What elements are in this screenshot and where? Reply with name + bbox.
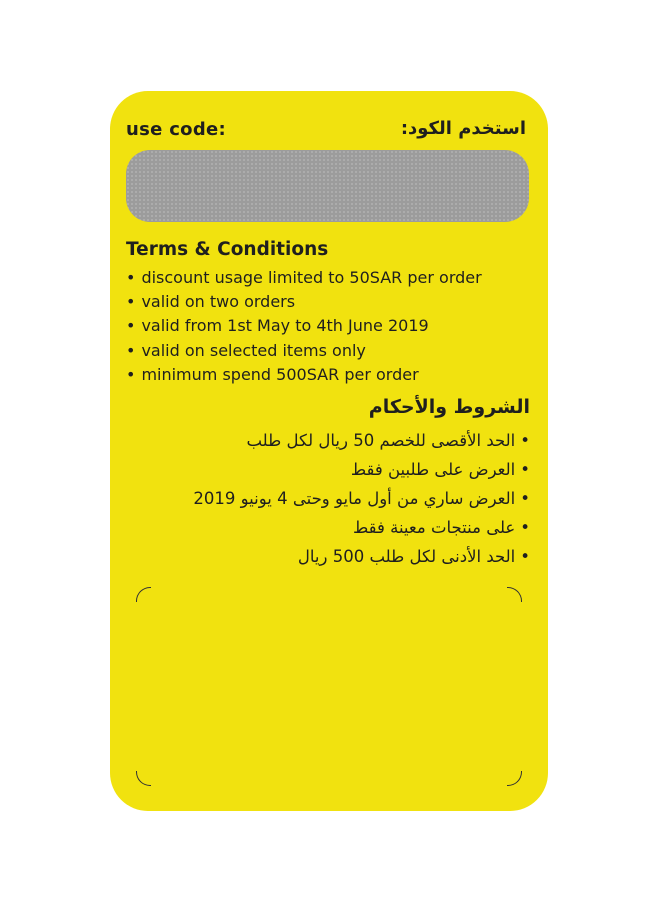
terms-en-item: • minimum spend 500SAR per order: [126, 363, 536, 387]
terms-en: [126, 239, 536, 387]
code-label-ar: استخدم الكود:: [400, 118, 526, 139]
terms-en-item: • valid from 1st May to 4th June 2019: [126, 314, 536, 338]
terms-en-list: [126, 266, 536, 387]
crop-corner-bottom-left: [136, 771, 151, 786]
terms-ar-item: • على منتجات معينة فقط: [120, 513, 530, 542]
terms-ar: [120, 396, 530, 571]
code-header: [126, 119, 526, 143]
terms-ar-title: الشروط والأحكام: [368, 396, 530, 418]
crop-corner-top-left: [136, 587, 151, 602]
code-label-en: use code:: [126, 119, 227, 140]
crop-corner-bottom-right: [507, 771, 522, 786]
terms-ar-item: • العرض على طلبين فقط: [120, 455, 530, 484]
terms-en-item: • valid on selected items only: [126, 339, 536, 363]
terms-en-item: • valid on two orders: [126, 290, 536, 314]
terms-ar-item: • الحد الأدنى لكل طلب 500 ريال: [120, 542, 530, 571]
terms-ar-item: • العرض ساري من أول مايو وحتى 4 يونيو 2019: [120, 484, 530, 513]
terms-ar-list: [120, 426, 530, 571]
scratch-code-area[interactable]: [126, 150, 529, 222]
terms-ar-item: • الحد الأقصى للخصم 50 ريال لكل طلب: [120, 426, 530, 455]
terms-en-title: Terms & Conditions: [126, 239, 329, 260]
voucher-card: [110, 91, 548, 811]
terms-en-item: • discount usage limited to 50SAR per order: [126, 266, 536, 290]
crop-corner-top-right: [507, 587, 522, 602]
